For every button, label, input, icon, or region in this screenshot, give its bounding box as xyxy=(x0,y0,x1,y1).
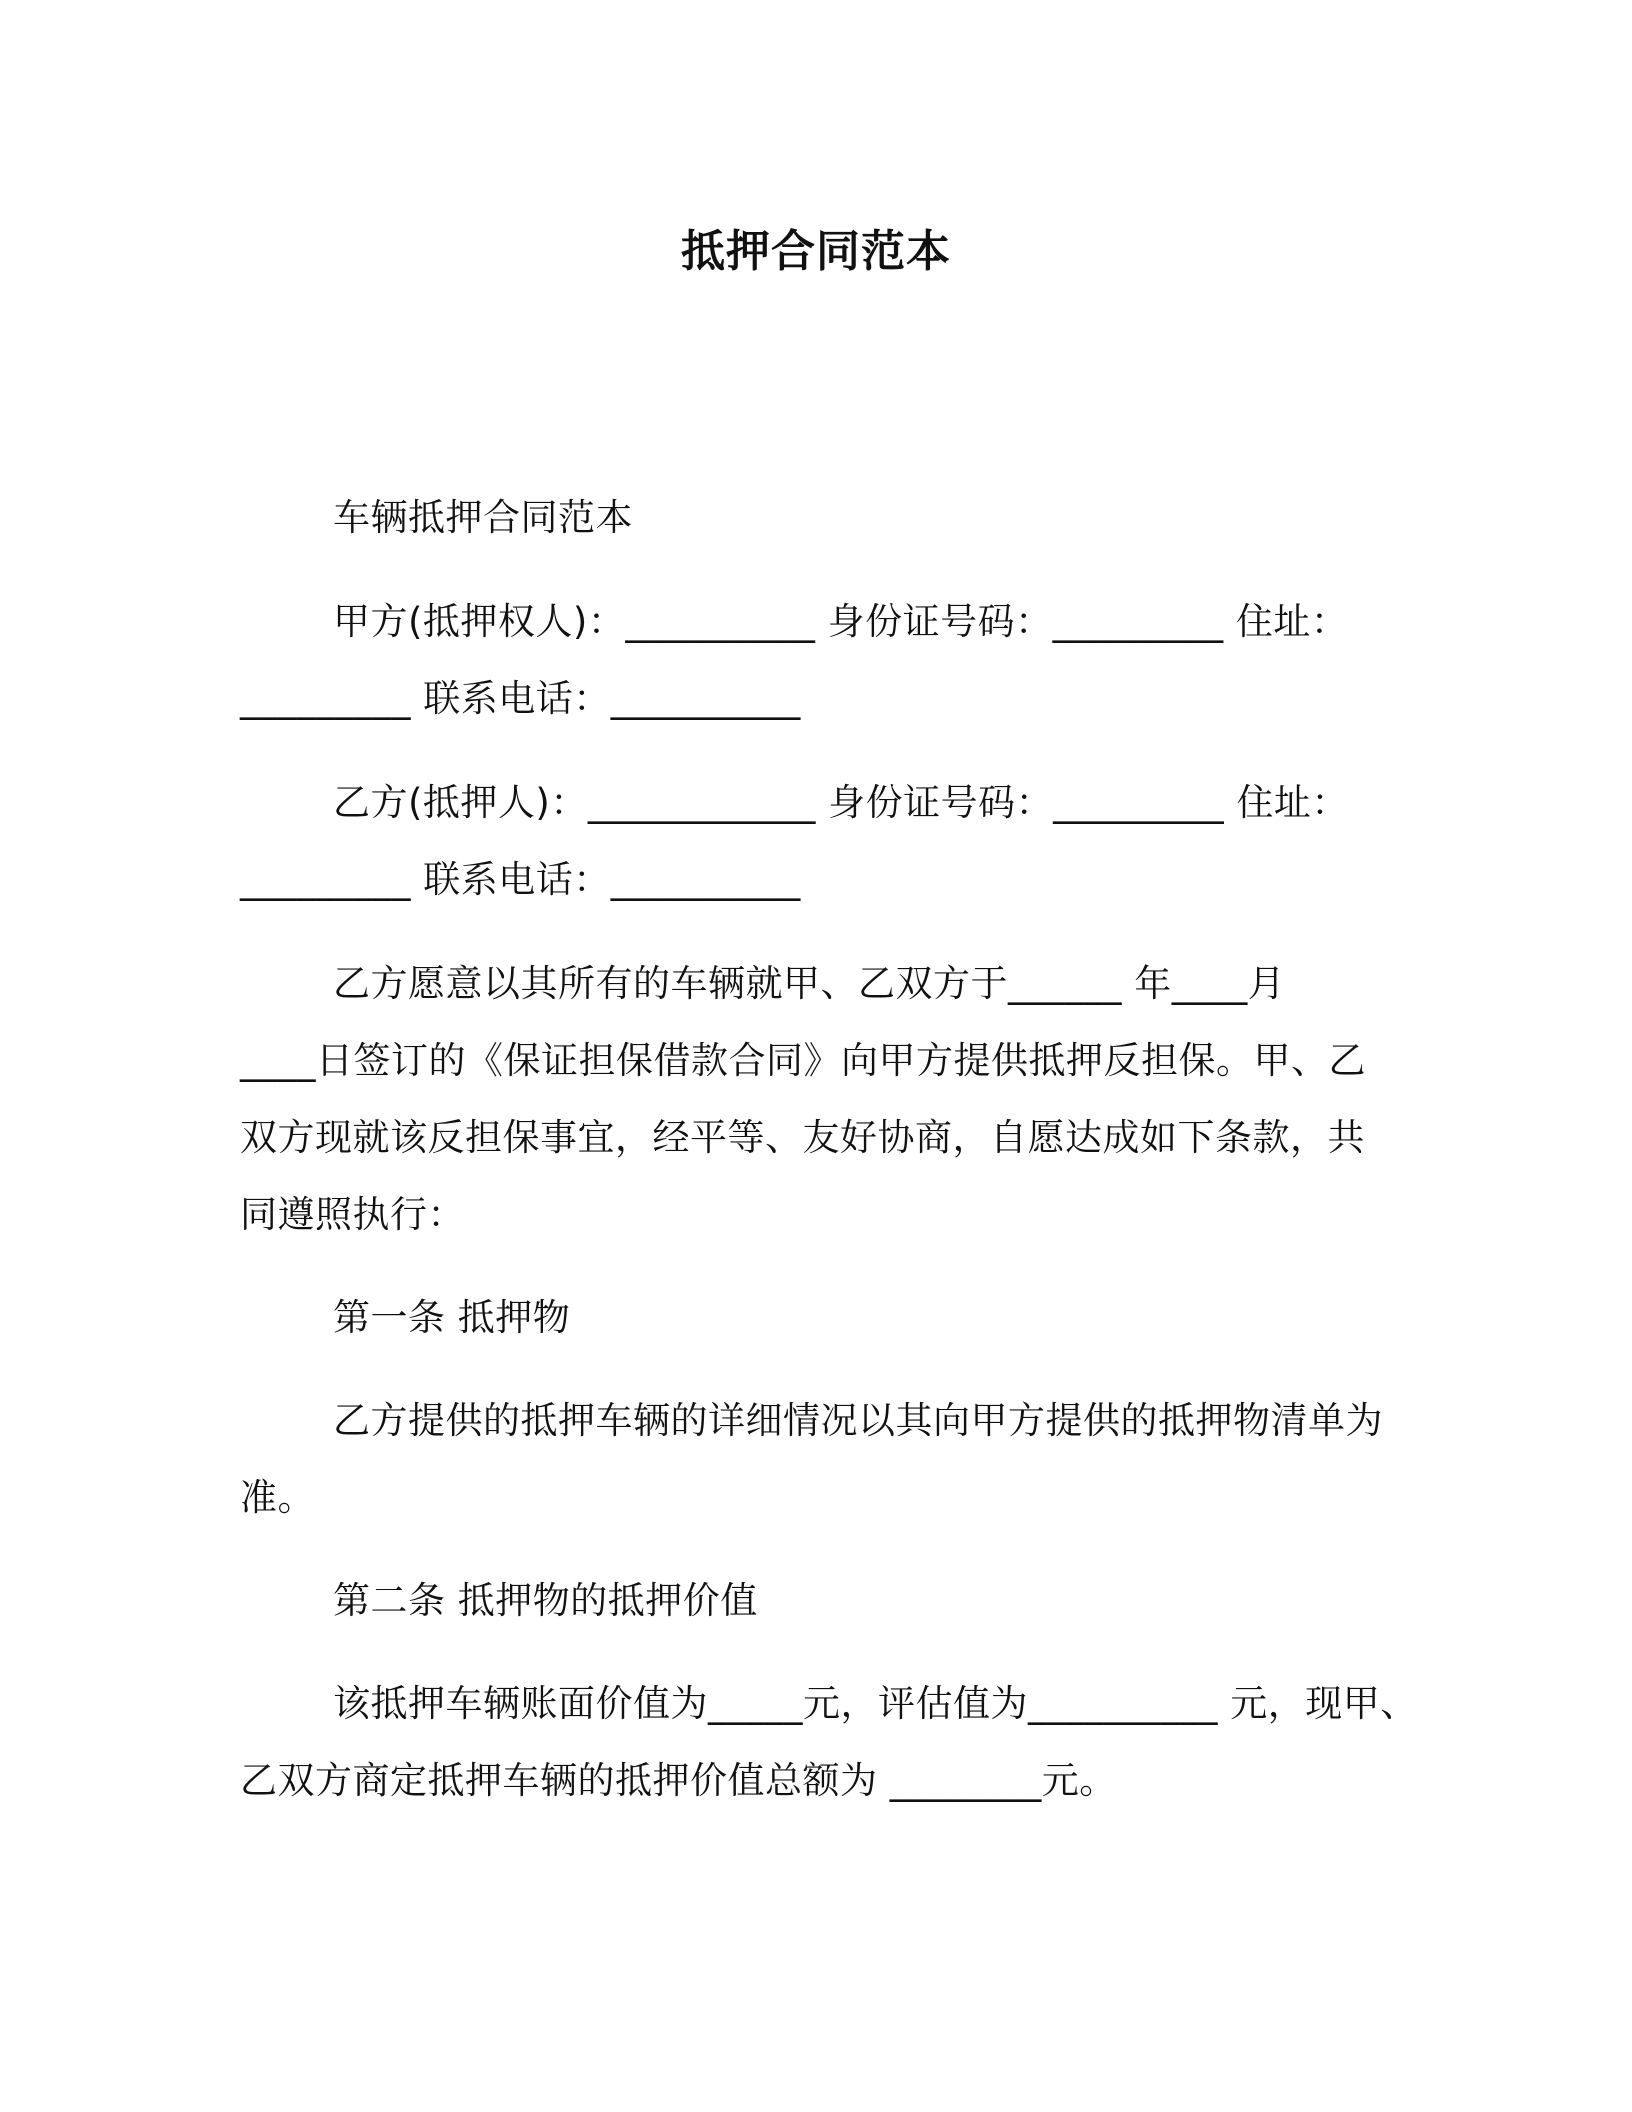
article-2-line-1: 该抵押车辆账面价值为_____元，评估值为__________ 元，现甲、 xyxy=(333,1682,1418,1725)
party-a-line-1: 甲方(抵押权人)：__________ 身份证号码：_________ 住址： xyxy=(333,600,1349,643)
article-2-line-2: 乙双方商定抵押车辆的抵押价值总额为 ________元。 xyxy=(240,1759,1117,1802)
article-2-heading: 第二条 抵押物的抵押价值 xyxy=(333,1579,758,1622)
preamble-line-4: 同遵照执行： xyxy=(240,1193,465,1236)
preamble-line-3: 双方现就该反担保事宜，经平等、友好协商，自愿达成如下条款，共 xyxy=(240,1116,1365,1159)
article-1-line-1: 乙方提供的抵押车辆的详细情况以其向甲方提供的抵押物清单为 xyxy=(333,1399,1383,1442)
contract-subtitle: 车辆抵押合同范本 xyxy=(333,496,633,539)
preamble-line-1: 乙方愿意以其所有的车辆就甲、乙双方于______ 年____月 xyxy=(333,962,1286,1005)
party-b-line-1: 乙方(抵押人)：____________ 身份证号码：_________ 住址： xyxy=(333,781,1349,824)
party-a-line-2: _________ 联系电话：__________ xyxy=(240,677,801,720)
article-1-line-2: 准。 xyxy=(240,1476,315,1519)
preamble-line-2: ____日签订的《保证担保借款合同》向甲方提供抵押反担保。甲、乙 xyxy=(240,1039,1366,1082)
party-b-line-2: _________ 联系电话：__________ xyxy=(240,858,801,901)
document-title: 抵押合同范本 xyxy=(681,226,951,277)
article-1-heading: 第一条 抵押物 xyxy=(333,1296,571,1339)
